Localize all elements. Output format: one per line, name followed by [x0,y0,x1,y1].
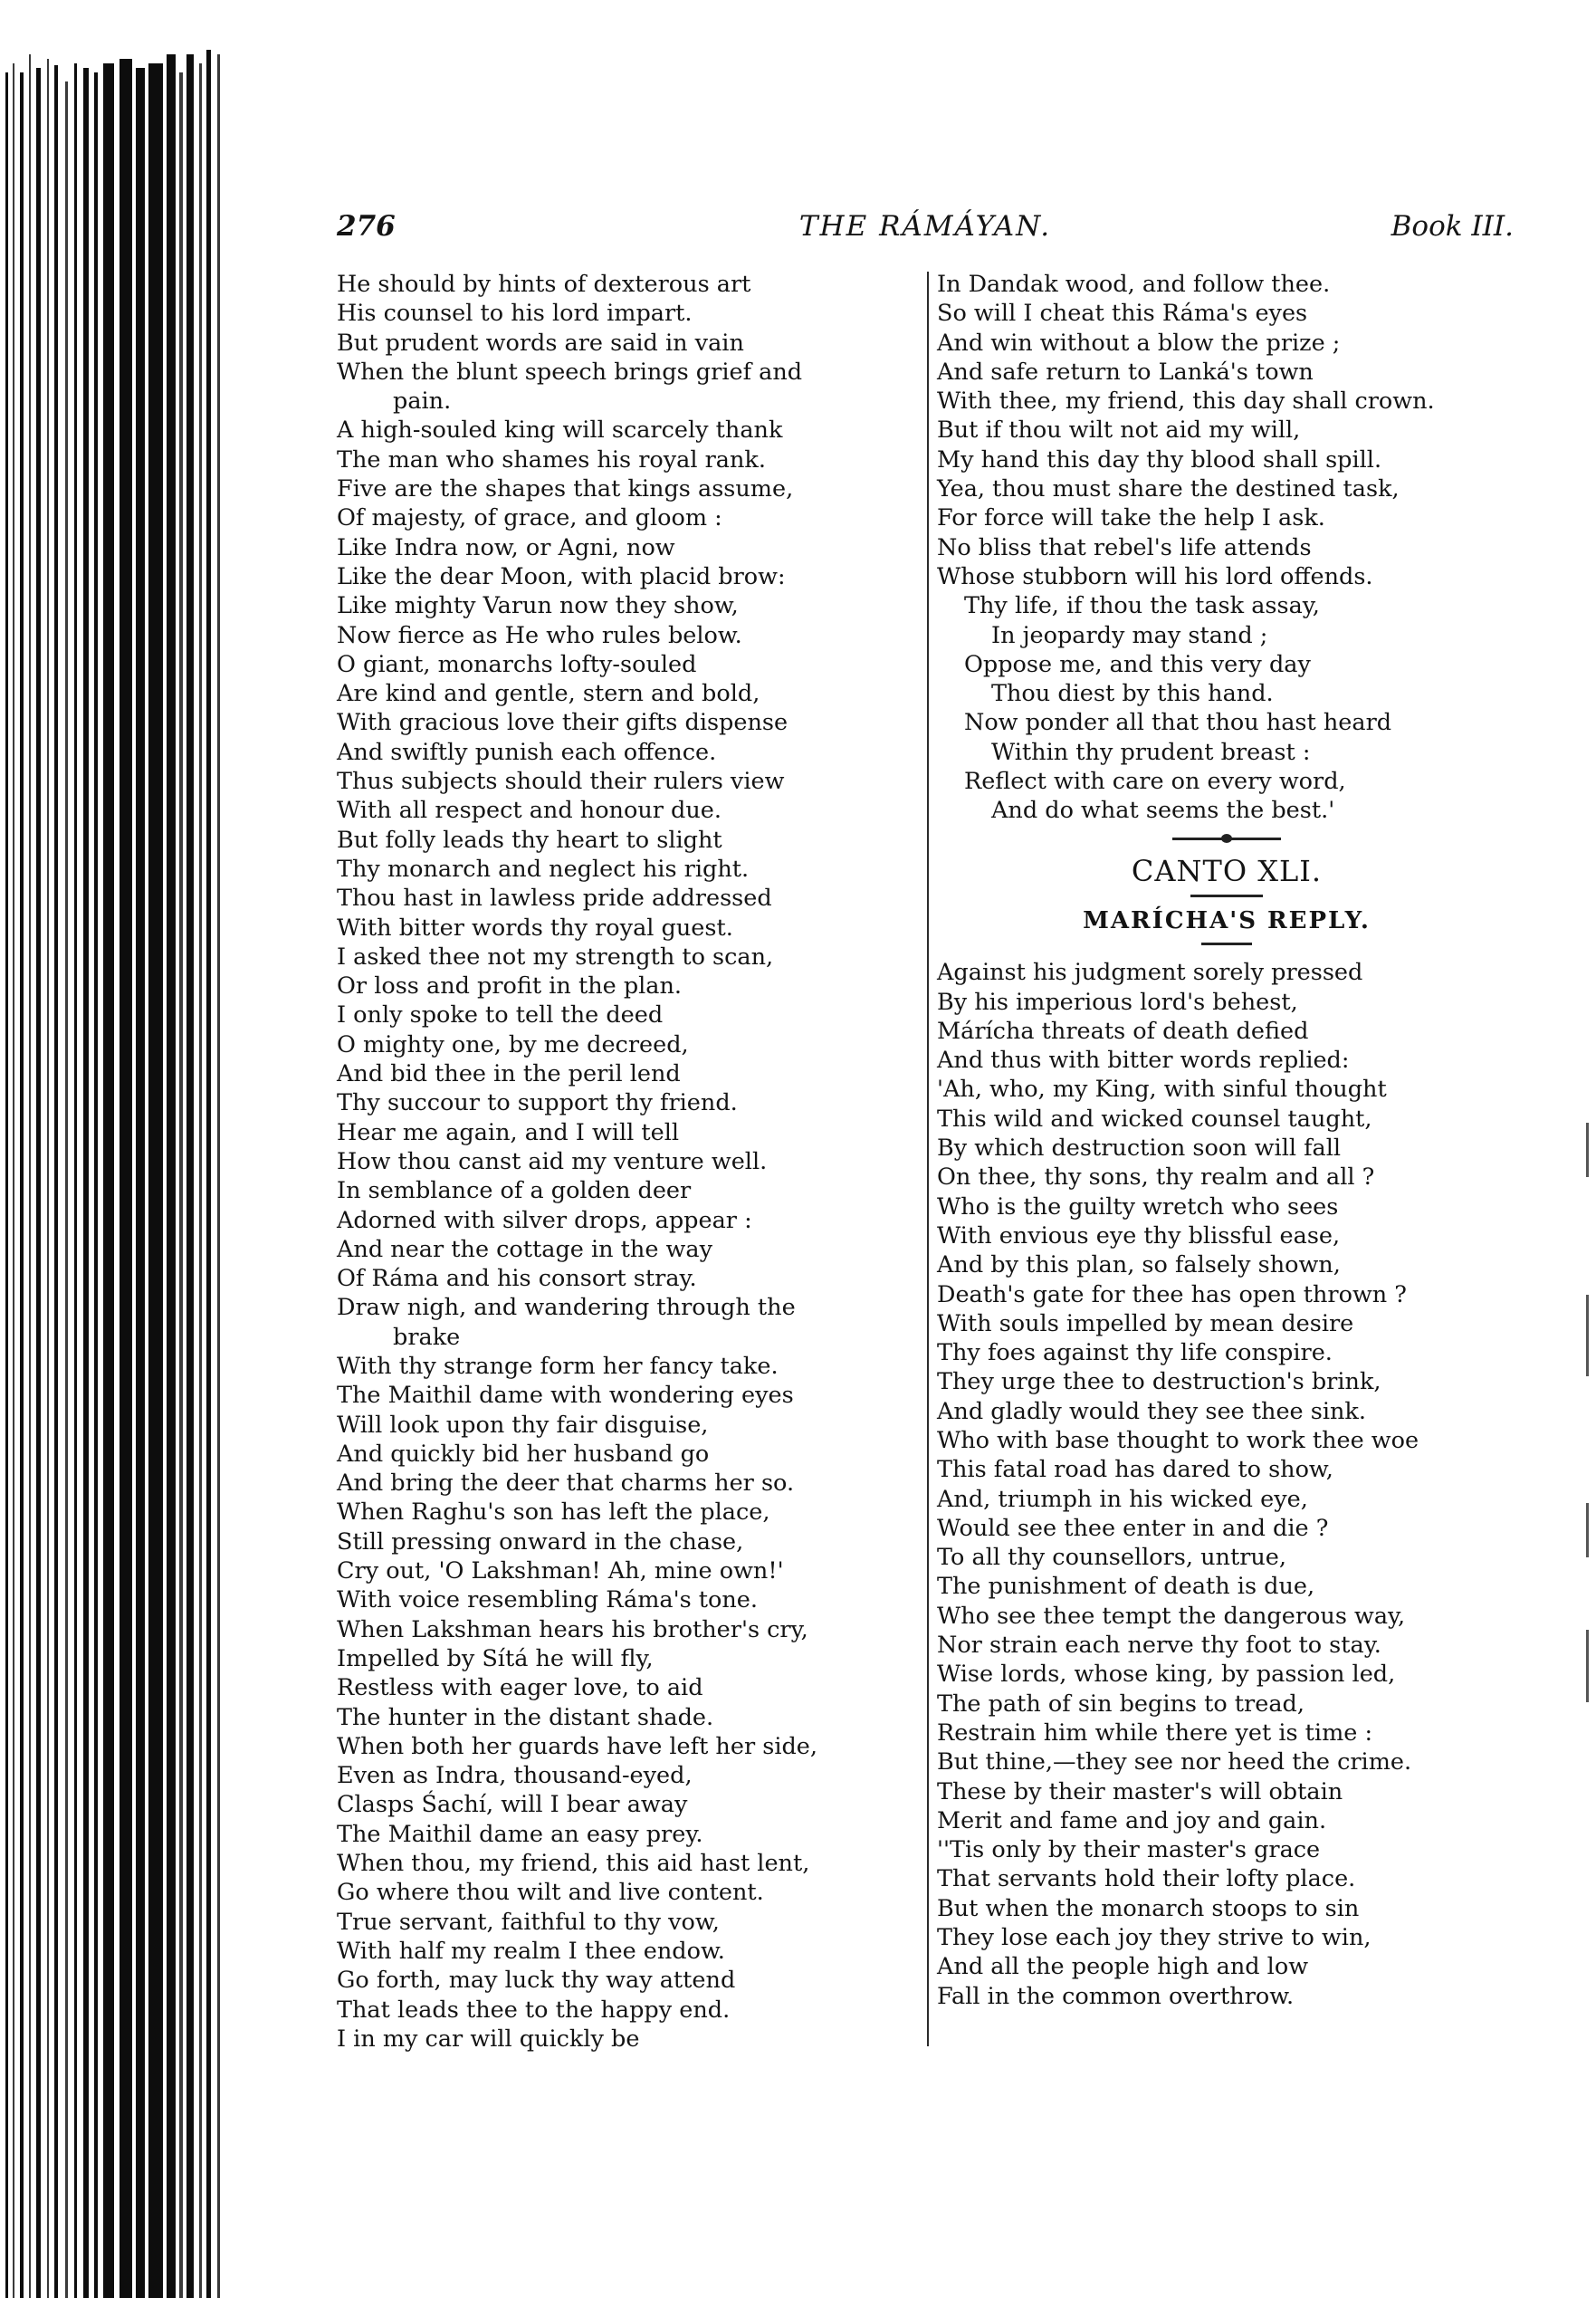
verse-line: My hand this day thy blood shall spill. [937,445,1382,474]
verse-line: With souls impelled by mean desire [937,1309,1354,1337]
verse-line: 'Ah, who, my King, with sinful thought [937,1076,1387,1104]
verse-line: His counsel to his lord impart. [337,300,693,328]
verse-line: Or loss and profit in the plan. [337,972,683,1001]
verse-line: And by this plan, so falsely shown, [937,1251,1341,1279]
verse-line: The Maithil dame an easy prey. [337,1820,703,1848]
verse-line: They urge thee to destruction's brink, [937,1368,1381,1396]
verse-line: Thy succour to support thy friend. [337,1089,738,1117]
verse-line: That leads thee to the happy end. [337,1996,731,2024]
verse-line: O mighty one, by me decreed, [337,1030,689,1058]
verse-line: Still pressing onward in the chase, [337,1527,744,1556]
verse-line: brake [393,1323,461,1351]
verse-line: Wise lords, whose king, by passion led, [937,1661,1396,1689]
verse-line: By which destruction soon will fall [937,1135,1342,1163]
verse-line: Who is the guilty wretch who sees [937,1192,1339,1221]
verse-line: pain. [393,388,452,416]
verse-line: And do what seems the best.' [991,797,1335,825]
verse-line: Thus subjects should their rulers view [337,768,785,796]
verse-line: Clasps Śachí, will I bear away [337,1791,688,1819]
verse-line: And gladly would they see thee sink. [937,1397,1366,1425]
verse-line: Now ponder all that thou hast heard [964,709,1392,737]
verse-line: And, triumph in his wicked eye, [937,1485,1308,1513]
verse-line: For force will take the help I ask. [937,504,1325,532]
verse-line: When Lakshman hears his brother's cry, [337,1615,808,1643]
verse-line: On thee, thy sons, thy realm and all ? [937,1163,1375,1192]
verse-line: With all respect and honour due. [337,797,722,825]
verse-line: The punishment of death is due, [937,1573,1315,1601]
verse-line: Will look upon thy fair disguise, [337,1411,709,1439]
verse-line: With bitter words thy royal guest. [337,914,733,942]
verse-line: A high-souled king will scarcely thank [337,417,783,445]
verse-line: True servant, faithful to thy vow, [337,1908,720,1936]
verse-line: With thee, my friend, this day shall crown. [937,388,1435,416]
verse-line: When Raghu's son has left the place, [337,1498,770,1527]
verse-line: Thou diest by this hand. [991,680,1274,708]
verse-line: In semblance of a golden deer [337,1177,692,1205]
verse-line: In Dandak wood, and follow thee. [937,271,1331,298]
verse-line: With gracious love their gifts dispense [337,709,788,737]
verse-line: Draw nigh, and wandering through the [337,1294,796,1322]
verse-line: With voice resembling Ráma's tone. [337,1586,759,1614]
verse-line: How thou canst aid my venture well. [337,1147,768,1175]
verse-line: Who with base thought to work thee woe [937,1426,1419,1454]
verse-line: So will I cheat this Ráma's eyes [937,300,1308,328]
verse-line: To all thy counsellors, untrue, [937,1544,1286,1572]
verse-line: Merit and fame and joy and gain. [937,1806,1327,1834]
verse-line: Fall in the common overthrow. [937,1982,1295,2010]
verse-line: Whose stubborn will his lord offends. [937,562,1373,590]
verse-line: ''Tis only by their master's grace [937,1836,1321,1864]
verse-line: Of majesty, of grace, and gloom : [337,504,722,532]
scan-edge-marks [1586,1123,1590,1711]
verse-line: That servants hold their lofty place. [937,1865,1356,1893]
verse-line: Adorned with silver drops, appear : [337,1206,752,1234]
verse-line: And bid thee in the peril lend [337,1060,681,1088]
left-column [337,270,916,2054]
canto-heading: CANTO XLI. [1131,853,1323,888]
section-ornament [937,826,1516,851]
subtitle-rule [1201,943,1252,945]
verse-line: Reflect with care on every word, [964,768,1346,796]
page-number: 276 [337,210,396,243]
verse-line: Like the dear Moon, with placid brow: [337,562,786,590]
verse-line: The hunter in the distant shade. [337,1703,714,1731]
verse-line: Hear me again, and I will tell [337,1118,680,1146]
verse-line: But if thou wilt not aid my will, [937,417,1301,445]
verse-line: And win without a blow the prize ; [937,329,1341,357]
verse-line: O giant, monarchs lofty-souled [337,650,697,678]
verse-line: The Maithil dame with wondering eyes [337,1382,794,1410]
verse-line: Like Indra now, or Agni, now [337,533,675,561]
verse-line: When the blunt speech brings grief and [337,358,803,386]
verse-line: When thou, my friend, this aid hast lent, [337,1850,810,1878]
verse-line: With envious eye thy blissful ease, [937,1221,1341,1250]
verse-line: And thus with bitter words replied: [937,1047,1350,1075]
verse-line: But folly leads thy heart to slight [337,826,722,854]
verse-line: But when the monarch stoops to sin [937,1894,1360,1922]
verse-line: Even as Indra, thousand-eyed, [337,1762,693,1790]
binding-edge [0,0,226,2298]
verse-line: And safe return to Lanká's town [937,358,1314,386]
verse-line: I only spoke to tell the deed [337,1001,664,1029]
verse-line: This wild and wicked counsel taught, [937,1105,1372,1133]
verse-line: Would see thee enter in and die ? [937,1514,1329,1542]
verse-line: No bliss that rebel's life attends [937,533,1312,561]
verse-line: Impelled by Sítá he will fly, [337,1644,654,1672]
verse-line: But thine,—they see nor heed the crime. [937,1748,1412,1776]
canto-subtitle: MARÍCHA'S REPLY. [1083,906,1371,934]
verse-line: Thou hast in lawless pride addressed [337,885,772,913]
verse-line: And all the people high and low [937,1953,1309,1981]
heading-rule [1190,895,1263,897]
verse-line: These by their master's will obtain [937,1777,1343,1805]
verse-line: With thy strange form her fancy take. [337,1352,779,1380]
verse-line: He should by hints of dexterous art [337,271,751,298]
running-title: THE RÁMÁYAN. [798,210,1052,243]
verse-line: Death's gate for thee has open thrown ? [937,1280,1407,1308]
canto-verse [937,958,1516,2011]
verse-line: Thy life, if thou the task assay, [964,592,1320,620]
verse-line: Yea, thou must share the destined task, [937,475,1400,503]
verse-line: Restless with eager love, to aid [337,1674,703,1702]
verse-line: With half my realm I thee endow. [337,1937,725,1965]
right-column [937,270,1516,2011]
verse-line: But prudent words are said in vain [337,329,744,357]
verse-line: Now fierce as He who rules below. [337,621,742,649]
verse-line: The path of sin begins to tread, [937,1690,1305,1718]
verse-line: Thy monarch and neglect his right. [337,855,750,883]
verse-line: And near the cottage in the way [337,1235,712,1263]
verse-line: Cry out, 'O Lakshman! Ah, mine own!' [337,1557,784,1585]
verse-continuation [937,270,1516,826]
verse-line: And bring the deer that charms her so. [337,1470,795,1498]
verse-line: Go where thou wilt and live content. [337,1879,764,1907]
verse-line: Within thy prudent breast : [991,738,1311,766]
verse-line: Who see thee tempt the dangerous way, [937,1602,1406,1630]
verse-line: They lose each joy they strive to win, [937,1924,1371,1952]
verse-line: Are kind and gentle, stern and bold, [337,680,760,708]
verse-line: Against his judgment sorely pressed [937,959,1363,987]
verse-line: By his imperious lord's behest, [937,988,1298,1016]
verse-line: Of Ráma and his consort stray. [337,1265,697,1293]
verse-line: I in my car will quickly be [337,2025,640,2053]
verse-line: In jeopardy may stand ; [991,621,1268,649]
page-header [337,210,1514,252]
verse-line: Thy foes against thy life conspire. [937,1339,1333,1367]
verse-line: And swiftly punish each offence. [337,738,717,766]
verse-line: Márícha threats of death defied [937,1017,1309,1045]
verse-line: Oppose me, and this very day [964,650,1311,678]
book-label: Book III. [1391,210,1514,243]
verse-line: Like mighty Varun now they show, [337,592,739,620]
verse-line: When both her guards have left her side, [337,1732,818,1760]
verse-line: Nor strain each nerve thy foot to stay. [937,1632,1381,1660]
verse-line: This fatal road has dared to show, [937,1456,1333,1484]
verse-line: I asked thee not my strength to scan, [337,943,774,971]
verse-line: Five are the shapes that kings assume, [337,475,794,503]
verse-line: Go forth, may luck thy way attend [337,1967,736,1995]
verse-line: Restrain him while there yet is time : [937,1719,1373,1747]
verse-line: And quickly bid her husband go [337,1440,710,1468]
verse-line: The man who shames his royal rank. [337,445,766,474]
column-divider [927,272,929,2046]
